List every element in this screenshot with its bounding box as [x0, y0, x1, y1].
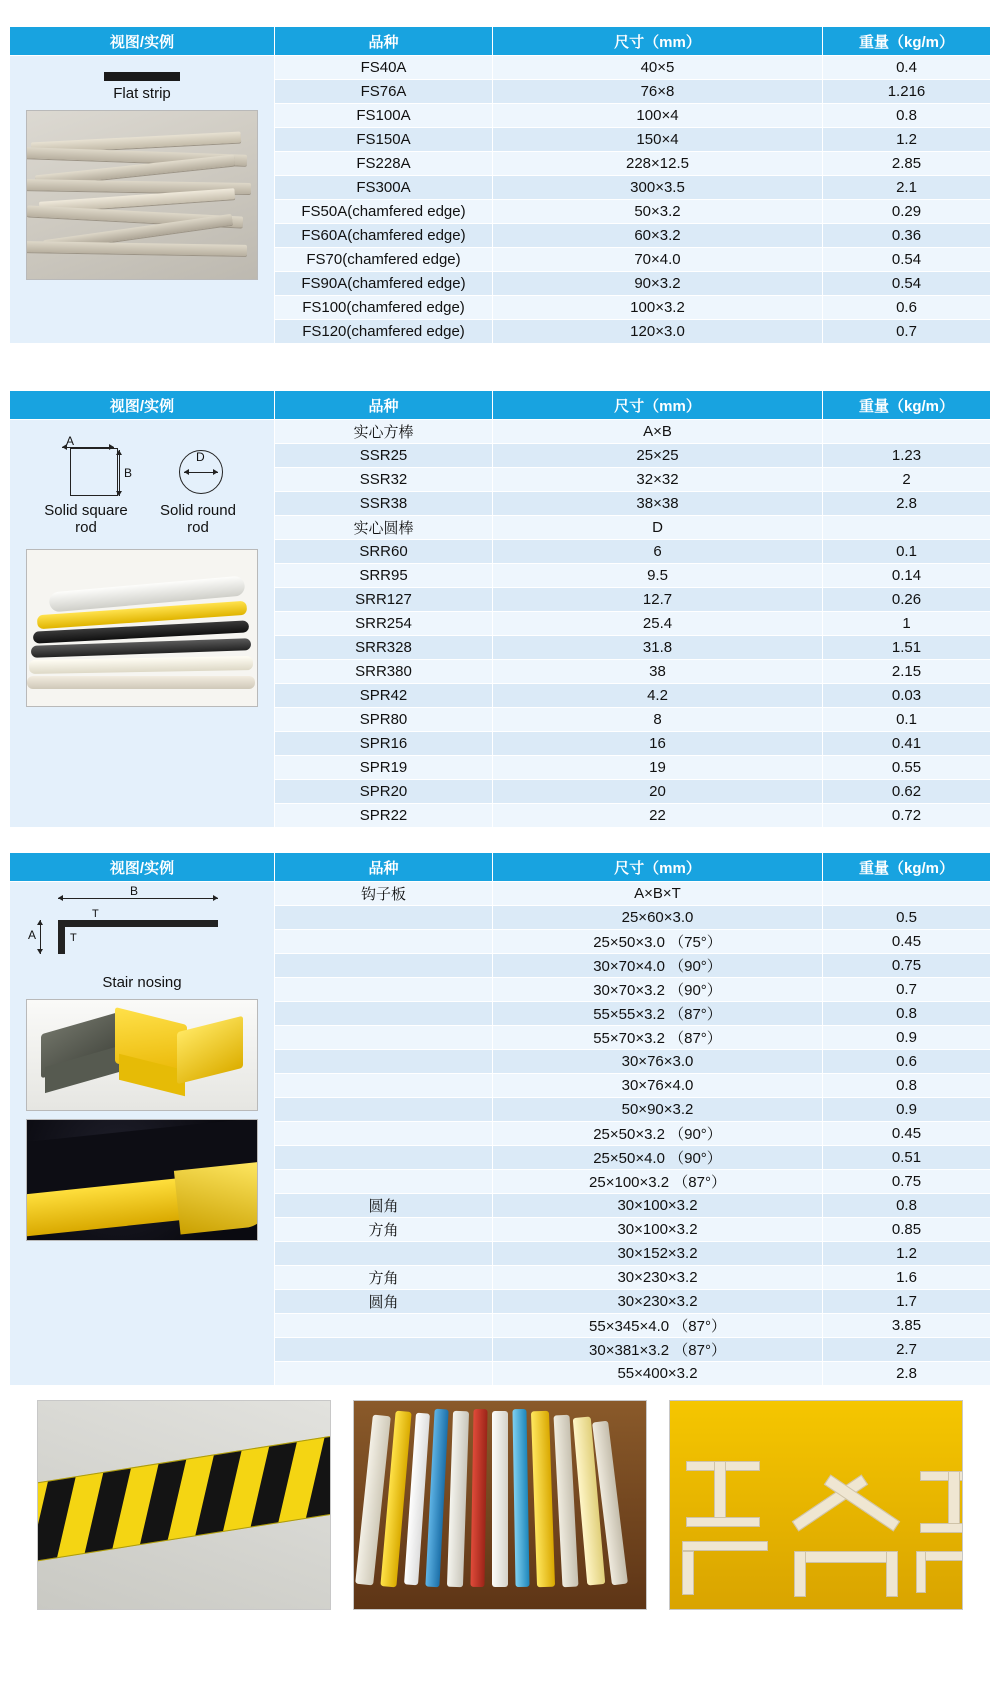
cell-weight: 0.9: [823, 1098, 991, 1122]
cell-weight: 1.51: [823, 636, 991, 660]
cell-weight: 0.8: [823, 1074, 991, 1098]
cell-kind: FS76A: [275, 80, 493, 104]
cell-size: 38: [493, 660, 823, 684]
cell-size: 70×4.0: [493, 248, 823, 272]
cell-size: 20: [493, 780, 823, 804]
cell-size: 30×100×3.2: [493, 1218, 823, 1242]
column-header-weight: 重量（kg/m）: [823, 27, 991, 56]
cell-size: 6: [493, 540, 823, 564]
solid-rod-table: [9, 390, 991, 828]
cell-weight: 1: [823, 612, 991, 636]
cell-weight: 0.41: [823, 732, 991, 756]
cell-weight: 0.26: [823, 588, 991, 612]
cell-kind: SPR22: [275, 804, 493, 828]
cell-kind: SSR32: [275, 468, 493, 492]
cell-kind: SRR380: [275, 660, 493, 684]
view-cell-stair-nosing: [10, 882, 275, 1386]
cell-weight: 0.6: [823, 1050, 991, 1074]
cell-kind: FS90A(chamfered edge): [275, 272, 493, 296]
table-row: [10, 882, 991, 906]
column-header-view: 视图/实例: [10, 27, 275, 56]
cell-size: 228×12.5: [493, 152, 823, 176]
flat-bar-diagram: [104, 72, 180, 81]
cell-weight: 0.54: [823, 272, 991, 296]
cell-size: 55×70×3.2 （87°）: [493, 1026, 823, 1050]
view-cell-solid-rod: [10, 420, 275, 828]
cell-kind: [275, 1242, 493, 1266]
cell-kind: SPR80: [275, 708, 493, 732]
cell-kind: FS60A(chamfered edge): [275, 224, 493, 248]
cell-kind: FS100A: [275, 104, 493, 128]
cell-kind: [275, 1314, 493, 1338]
cell-weight: 1.23: [823, 444, 991, 468]
cell-size: 9.5: [493, 564, 823, 588]
cell-size: 90×3.2: [493, 272, 823, 296]
cell-size: 30×76×3.0: [493, 1050, 823, 1074]
cell-weight: 0.75: [823, 1170, 991, 1194]
cell-size: 30×70×4.0 （90°）: [493, 954, 823, 978]
bottom-photo-row: [37, 1400, 963, 1610]
stair-nosing-photo: [26, 999, 258, 1111]
cell-weight: 0.1: [823, 540, 991, 564]
cell-size: 25×50×4.0 （90°）: [493, 1146, 823, 1170]
cell-weight: 2.7: [823, 1338, 991, 1362]
cell-weight: 1.216: [823, 80, 991, 104]
view-cell-flat-strip: [10, 56, 275, 344]
cell-size: 76×8: [493, 80, 823, 104]
cell-kind: 圆角: [275, 1194, 493, 1218]
cell-weight: 0.5: [823, 906, 991, 930]
cell-size: 30×100×3.2: [493, 1194, 823, 1218]
cell-kind: [275, 1122, 493, 1146]
cell-weight: [823, 420, 991, 444]
cell-weight: 2.8: [823, 492, 991, 516]
cell-kind: [275, 1170, 493, 1194]
view-caption: Stair nosing: [102, 974, 182, 991]
solid-rod-diagram: [18, 434, 266, 496]
cell-size: 19: [493, 756, 823, 780]
cell-size: 120×3.0: [493, 320, 823, 344]
cell-weight: 0.45: [823, 1122, 991, 1146]
cell-weight: 0.8: [823, 1002, 991, 1026]
cell-size: 50×90×3.2: [493, 1098, 823, 1122]
cell-kind: [275, 1026, 493, 1050]
cell-kind: 方角: [275, 1218, 493, 1242]
cell-size: 25.4: [493, 612, 823, 636]
anti-slip-stair-tread-photo: [37, 1400, 331, 1610]
table-row: [10, 420, 991, 444]
column-header-kind: 品种: [275, 853, 493, 882]
cell-weight: 0.36: [823, 224, 991, 248]
cell-size: 25×25: [493, 444, 823, 468]
cell-kind: FS40A: [275, 56, 493, 80]
stair-nosing-dark-photo: [26, 1119, 258, 1241]
dimension-label-b: B: [123, 466, 132, 480]
cell-weight: 0.85: [823, 1218, 991, 1242]
cell-weight: 0.51: [823, 1146, 991, 1170]
cell-size: 22: [493, 804, 823, 828]
table-header-row: [10, 391, 991, 420]
dimension-label-b: B: [130, 884, 139, 898]
cell-size: 40×5: [493, 56, 823, 80]
cell-size: 12.7: [493, 588, 823, 612]
cell-kind: 圆角: [275, 1290, 493, 1314]
column-header-view: 视图/实例: [10, 853, 275, 882]
cell-size: A×B×T: [493, 882, 823, 906]
cell-weight: 0.4: [823, 56, 991, 80]
cell-size: 30×381×3.2 （87°）: [493, 1338, 823, 1362]
cell-kind: SRR254: [275, 612, 493, 636]
cell-size: 30×230×3.2: [493, 1290, 823, 1314]
cell-kind: [275, 906, 493, 930]
cell-kind: SRR127: [275, 588, 493, 612]
cell-weight: 0.62: [823, 780, 991, 804]
dimension-label-t-side: T: [70, 932, 77, 944]
cell-weight: 2.85: [823, 152, 991, 176]
cell-weight: 2: [823, 468, 991, 492]
cell-weight: 1.7: [823, 1290, 991, 1314]
structural-shapes-photo: [669, 1400, 963, 1610]
cell-kind: [275, 1074, 493, 1098]
view-caption-round: Solid round rod: [160, 502, 236, 537]
cell-weight: 0.1: [823, 708, 991, 732]
cell-size: 31.8: [493, 636, 823, 660]
cell-kind: SSR38: [275, 492, 493, 516]
column-header-size: 尺寸（mm）: [493, 853, 823, 882]
column-header-size: 尺寸（mm）: [493, 27, 823, 56]
cell-kind: 方角: [275, 1266, 493, 1290]
cell-kind: [275, 978, 493, 1002]
cell-size: 30×76×4.0: [493, 1074, 823, 1098]
cell-kind: FS300A: [275, 176, 493, 200]
cell-kind: SPR16: [275, 732, 493, 756]
solid-rod-photo: [26, 549, 258, 707]
cell-size: 38×38: [493, 492, 823, 516]
view-caption: Flat strip: [113, 85, 171, 102]
cell-kind: FS50A(chamfered edge): [275, 200, 493, 224]
cell-weight: 0.54: [823, 248, 991, 272]
cell-kind: [275, 1362, 493, 1386]
cell-size: 55×345×4.0 （87°）: [493, 1314, 823, 1338]
cell-weight: 0.14: [823, 564, 991, 588]
cell-size: 32×32: [493, 468, 823, 492]
cell-size: 25×50×3.0 （75°）: [493, 930, 823, 954]
cell-size: 30×152×3.2: [493, 1242, 823, 1266]
cell-weight: 0.29: [823, 200, 991, 224]
column-header-kind: 品种: [275, 27, 493, 56]
cell-size: 300×3.5: [493, 176, 823, 200]
cell-kind: [275, 1050, 493, 1074]
cell-kind: SRR328: [275, 636, 493, 660]
table-header-row: [10, 27, 991, 56]
column-header-weight: 重量（kg/m）: [823, 391, 991, 420]
frp-profiles-photo: [353, 1400, 647, 1610]
cell-weight: 0.55: [823, 756, 991, 780]
cell-size: 55×55×3.2 （87°）: [493, 1002, 823, 1026]
cell-kind: SSR25: [275, 444, 493, 468]
cell-kind: SPR42: [275, 684, 493, 708]
cell-size: 25×60×3.0: [493, 906, 823, 930]
cell-weight: 3.85: [823, 1314, 991, 1338]
cell-kind: FS228A: [275, 152, 493, 176]
cell-kind: FS150A: [275, 128, 493, 152]
cell-kind: FS100(chamfered edge): [275, 296, 493, 320]
cell-weight: 1.2: [823, 1242, 991, 1266]
cell-weight: 0.7: [823, 320, 991, 344]
column-header-kind: 品种: [275, 391, 493, 420]
cell-weight: 0.03: [823, 684, 991, 708]
cell-weight: 0.75: [823, 954, 991, 978]
table-header-row: [10, 853, 991, 882]
cell-weight: 0.8: [823, 104, 991, 128]
cell-size: 25×50×3.2 （90°）: [493, 1122, 823, 1146]
cell-size: 60×3.2: [493, 224, 823, 248]
column-header-size: 尺寸（mm）: [493, 391, 823, 420]
cell-size: 30×70×3.2 （90°）: [493, 978, 823, 1002]
cell-kind: [275, 954, 493, 978]
cell-weight: 2.15: [823, 660, 991, 684]
cell-kind: FS70(chamfered edge): [275, 248, 493, 272]
cell-size: 8: [493, 708, 823, 732]
flat-strip-table: [9, 26, 991, 344]
cell-kind: SRR60: [275, 540, 493, 564]
table-row: [10, 56, 991, 80]
cell-kind: [275, 1146, 493, 1170]
cell-kind: SPR19: [275, 756, 493, 780]
cell-size: 4.2: [493, 684, 823, 708]
cell-kind: FS120(chamfered edge): [275, 320, 493, 344]
cell-size: 50×3.2: [493, 200, 823, 224]
dimension-label-a: A: [28, 928, 37, 942]
cell-kind: SPR20: [275, 780, 493, 804]
cell-weight: [823, 516, 991, 540]
dimension-label-d: D: [196, 450, 205, 464]
cell-kind: [275, 930, 493, 954]
dimension-label-a: A: [66, 434, 75, 448]
cell-size: 25×100×3.2 （87°）: [493, 1170, 823, 1194]
cell-weight: 0.9: [823, 1026, 991, 1050]
cell-weight: 1.6: [823, 1266, 991, 1290]
cell-kind: [275, 1338, 493, 1362]
column-header-view: 视图/实例: [10, 391, 275, 420]
cell-weight: 1.2: [823, 128, 991, 152]
stair-nosing-table: [9, 852, 991, 1386]
cell-kind: 实心方棒: [275, 420, 493, 444]
cell-weight: 0.72: [823, 804, 991, 828]
cell-weight: 2.1: [823, 176, 991, 200]
cell-kind: [275, 1002, 493, 1026]
flat-strip-photo: [26, 110, 258, 280]
cell-kind: [275, 1098, 493, 1122]
cell-weight: 2.8: [823, 1362, 991, 1386]
cell-weight: [823, 882, 991, 906]
cell-size: 100×3.2: [493, 296, 823, 320]
cell-kind: SRR95: [275, 564, 493, 588]
cell-size: 150×4: [493, 128, 823, 152]
cell-size: A×B: [493, 420, 823, 444]
dimension-label-t-top: T: [92, 908, 99, 920]
cell-weight: 0.8: [823, 1194, 991, 1218]
cell-size: D: [493, 516, 823, 540]
cell-weight: 0.45: [823, 930, 991, 954]
cell-size: 55×400×3.2: [493, 1362, 823, 1386]
cell-size: 16: [493, 732, 823, 756]
column-header-weight: 重量（kg/m）: [823, 853, 991, 882]
cell-kind: 钩子板: [275, 882, 493, 906]
cell-weight: 0.6: [823, 296, 991, 320]
cell-kind: 实心圆棒: [275, 516, 493, 540]
cell-weight: 0.7: [823, 978, 991, 1002]
stair-nosing-diagram: [28, 884, 252, 970]
view-caption-square: Solid square rod: [44, 502, 128, 537]
cell-size: 30×230×3.2: [493, 1266, 823, 1290]
cell-size: 100×4: [493, 104, 823, 128]
